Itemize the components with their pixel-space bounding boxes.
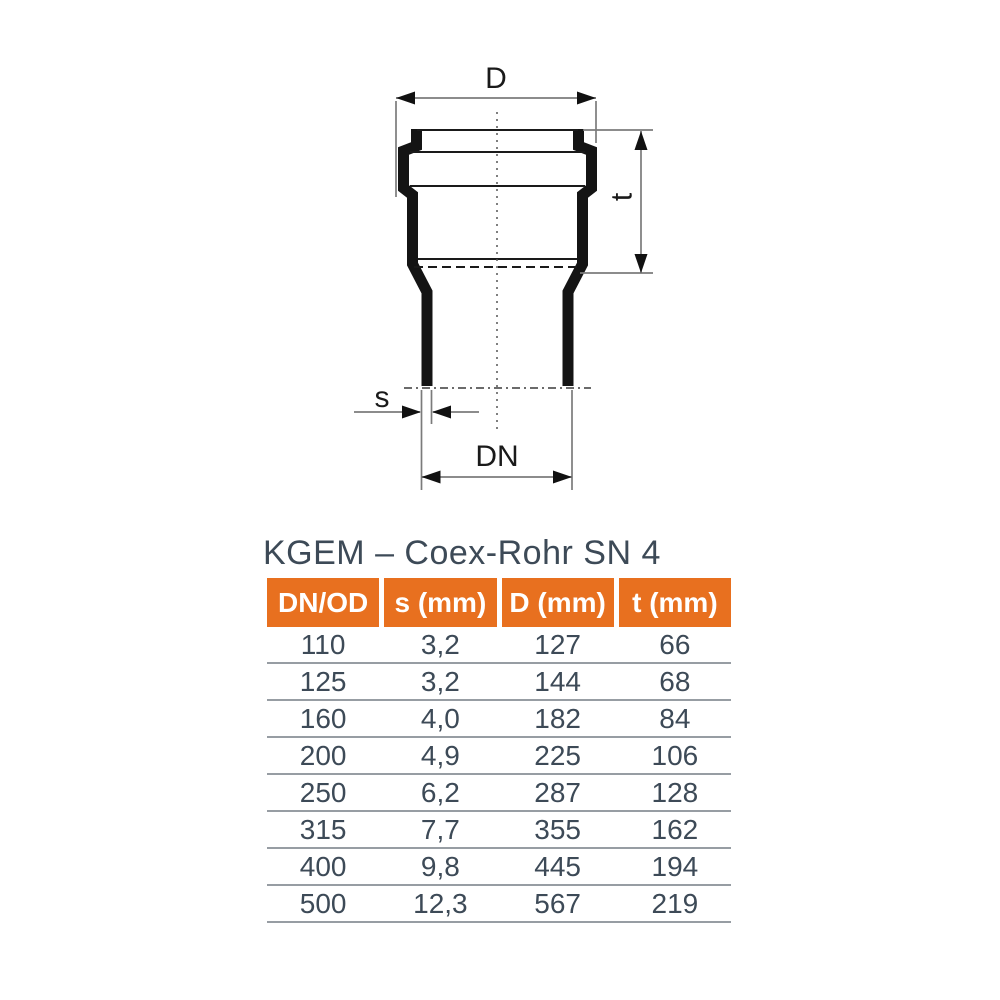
table-cell: 12,3 [413, 887, 468, 919]
table-row [267, 812, 731, 849]
table-cell: 219 [651, 887, 699, 919]
table-cell: 6,2 [420, 776, 460, 808]
table-cell: 160 [299, 702, 347, 734]
table-cell: 144 [534, 665, 581, 697]
table-row [267, 775, 731, 812]
dimension-s-label: s [374, 381, 390, 414]
table-cell: 162 [651, 813, 699, 845]
product-title: KGEM – Coex-Rohr SN 4 [263, 534, 661, 572]
table-row [267, 738, 731, 775]
arrowhead-left-icon [396, 92, 415, 105]
table-cell: 225 [534, 739, 581, 771]
table-cell: 106 [651, 739, 699, 771]
table-cell: 7,7 [420, 813, 460, 845]
table-cell: 355 [534, 813, 581, 845]
pipe-socket-outline [404, 112, 592, 431]
table-cell: 66 [659, 628, 691, 660]
column-header-d: D (mm) [502, 578, 614, 627]
table-cell: 3,2 [420, 628, 460, 660]
table-cell: 287 [534, 776, 581, 808]
dimension-t-label: t [605, 192, 639, 202]
table-cell: 125 [299, 665, 347, 697]
table-cell: 200 [299, 739, 347, 771]
table-row [267, 886, 731, 923]
arrowhead-left-icon [432, 406, 451, 419]
table-cell: 3,2 [420, 665, 460, 697]
table-row [267, 664, 731, 701]
arrowhead-right-icon [402, 406, 421, 419]
arrowhead-right-icon [553, 471, 572, 484]
table-cell: 194 [651, 850, 699, 882]
arrowhead-down-icon [635, 254, 648, 273]
table-cell: 315 [299, 813, 347, 845]
table-cell: 445 [534, 850, 581, 882]
table-cell: 9,8 [420, 850, 460, 882]
dimension-DN [422, 390, 573, 490]
table-cell: 567 [534, 887, 581, 919]
column-header-s: s (mm) [384, 578, 496, 627]
arrowhead-left-icon [422, 471, 441, 484]
column-header-t: t (mm) [619, 578, 731, 627]
socket-wall-left [404, 129, 428, 386]
column-header-dn-od: DN/OD [267, 578, 379, 627]
table-cell: 110 [300, 628, 346, 660]
table-cell: 127 [534, 628, 581, 660]
table-cell: 68 [659, 665, 691, 697]
table-cell: 400 [299, 850, 347, 882]
table-body [267, 627, 731, 923]
arrowhead-up-icon [635, 131, 648, 150]
table-row [267, 627, 731, 664]
table-cell: 4,0 [420, 702, 460, 734]
dimension-D-label: D [485, 62, 507, 95]
table-row [267, 701, 731, 738]
table-cell: 250 [299, 776, 347, 808]
table-header-row [267, 578, 731, 627]
arrowhead-right-icon [577, 92, 596, 105]
table-cell: 84 [659, 702, 691, 734]
table-cell: 128 [651, 776, 699, 808]
socket-wall-right [568, 129, 592, 386]
table-cell: 500 [299, 887, 347, 919]
dimension-s [354, 381, 479, 490]
table-cell: 182 [534, 702, 581, 734]
table-row [267, 849, 731, 886]
dimension-DN-label: DN [475, 440, 519, 473]
table-cell: 4,9 [420, 739, 460, 771]
